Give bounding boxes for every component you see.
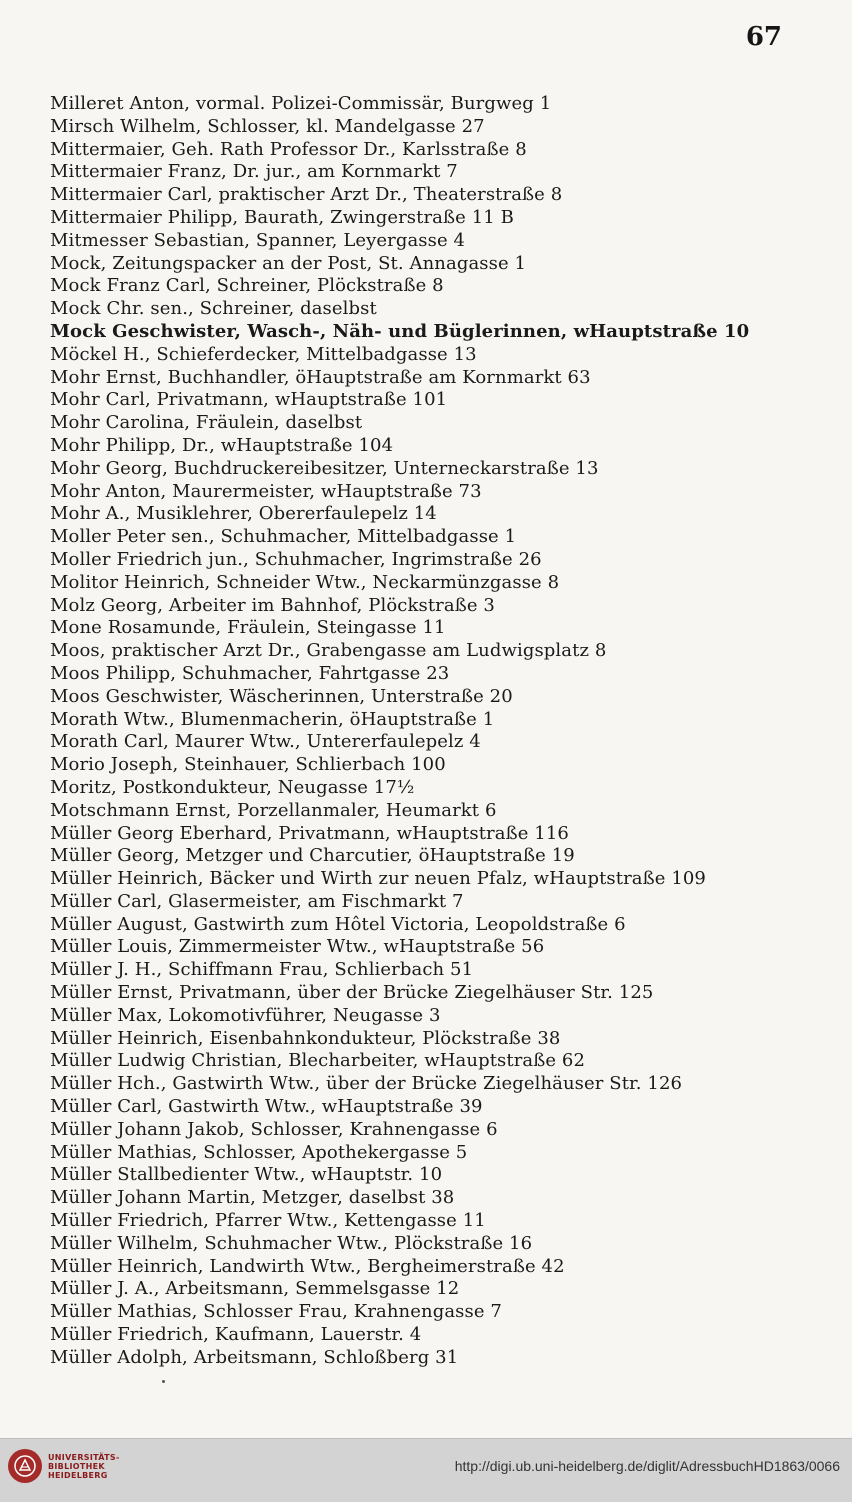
- directory-entry: Mohr A., Musiklehrer, Obererfaulepelz 14: [50, 503, 437, 525]
- directory-entry: Moritz, Postkondukteur, Neugasse 17½: [50, 776, 415, 798]
- directory-entry: Müller Heinrich, Eisenbahnkondukteur, Plöckstraße 38: [50, 1027, 561, 1049]
- permalink-url[interactable]: http://digi.ub.uni-heidelberg.de/diglit/AdressbuchHD1863/0066: [454, 1458, 840, 1474]
- library-logo-text: [48, 1453, 120, 1480]
- directory-entry: Müller Ernst, Privatmann, über der Brücke Ziegelhäuser Str. 125: [50, 982, 654, 1004]
- directory-entry: Mohr Anton, Maurermeister, wHauptstraße 73: [50, 480, 482, 502]
- directory-entry: Müller Stallbedienter Wtw., wHauptstr. 10: [50, 1164, 443, 1186]
- directory-entry: Mohr Ernst, Buchhandler, öHauptstraße am Kornmarkt 63: [50, 366, 591, 388]
- directory-entry: Müller Wilhelm, Schuhmacher Wtw., Plöckstraße 16: [50, 1232, 533, 1254]
- directory-entry: Mittermaier Franz, Dr. jur., am Kornmarkt 7: [50, 161, 458, 183]
- directory-entry: Müller Heinrich, Bäcker und Wirth zur neuen Pfalz, wHauptstraße 109: [50, 868, 706, 890]
- directory-entry: Mohr Philipp, Dr., wHauptstraße 104: [50, 434, 394, 456]
- directory-entry: Molitor Heinrich, Schneider Wtw., Neckarmünzgasse 8: [50, 571, 560, 593]
- directory-entry: Mittermaier Carl, praktischer Arzt Dr., Theaterstraße 8: [50, 184, 563, 206]
- directory-entry: Mock Geschwister, Wasch-, Näh- und Büglerinnen, wHauptstraße 10: [50, 320, 750, 342]
- directory-entry: Müller J. H., Schiffmann Frau, Schlierbach 51: [50, 959, 474, 981]
- directory-entry: Müller Max, Lokomotivführer, Neugasse 3: [50, 1004, 441, 1026]
- directory-entry: Mone Rosamunde, Fräulein, Steingasse 11: [50, 617, 446, 639]
- directory-entry: Mittermaier Philipp, Baurath, Zwingerstraße 11 B: [50, 206, 514, 228]
- directory-entry: Müller August, Gastwirth zum Hôtel Victoria, Leopoldstraße 6: [50, 913, 626, 935]
- directory-entry: Mohr Carolina, Fräulein, daselbst: [50, 412, 363, 434]
- directory-entry: Müller Carl, Glasermeister, am Fischmarkt 7: [50, 890, 464, 912]
- directory-entry: Morath Wtw., Blumenmacherin, öHauptstraße 1: [50, 708, 495, 730]
- directory-entry: Müller Ludwig Christian, Blecharbeiter, wHauptstraße 62: [50, 1050, 586, 1072]
- directory-entry: Müller Friedrich, Kaufmann, Lauerstr. 4: [50, 1324, 422, 1346]
- directory-entry: Moller Peter sen., Schuhmacher, Mittelbadgasse 1: [50, 526, 517, 548]
- directory-entry-list: [50, 93, 830, 1370]
- directory-entry: Müller Georg, Metzger und Charcutier, öHauptstraße 19: [50, 845, 575, 867]
- logo-line-1: UNIVERSITÄTS-: [48, 1452, 120, 1462]
- directory-entry: Müller Johann Martin, Metzger, daselbst 38: [50, 1187, 455, 1209]
- directory-entry: Motschmann Ernst, Porzellanmaler, Heumarkt 6: [50, 799, 497, 821]
- directory-entry: Mohr Carl, Privatmann, wHauptstraße 101: [50, 389, 448, 411]
- directory-entry: Moller Friedrich jun., Schuhmacher, Ingrimstraße 26: [50, 548, 542, 570]
- logo-line-3: HEIDELBERG: [48, 1470, 108, 1480]
- university-seal-icon: [8, 1449, 42, 1483]
- directory-entry: Mohr Georg, Buchdruckereibesitzer, Unterneckarstraße 13: [50, 457, 599, 479]
- viewer-footer: [0, 1438, 852, 1502]
- directory-entry: Müller Mathias, Schlosser, Apothekergasse 5: [50, 1141, 468, 1163]
- directory-entry: Mock Chr. sen., Schreiner, daselbst: [50, 298, 377, 320]
- directory-entry: Müller Hch., Gastwirth Wtw., über der Brücke Ziegelhäuser Str. 126: [50, 1073, 683, 1095]
- directory-entry: Müller Heinrich, Landwirth Wtw., Bergheimerstraße 42: [50, 1255, 565, 1277]
- directory-entry: Müller Mathias, Schlosser Frau, Krahnengasse 7: [50, 1301, 502, 1323]
- directory-entry: Müller Friedrich, Pfarrer Wtw., Kettengasse 11: [50, 1210, 486, 1232]
- directory-entry: Müller Adolph, Arbeitsmann, Schloßberg 31: [50, 1346, 459, 1368]
- directory-entry: Morio Joseph, Steinhauer, Schlierbach 100: [50, 754, 446, 776]
- directory-entry: Mittermaier, Geh. Rath Professor Dr., Karlsstraße 8: [50, 138, 527, 160]
- directory-entry: Moos, praktischer Arzt Dr., Grabengasse am Ludwigsplatz 8: [50, 640, 607, 662]
- directory-entry: Müller Johann Jakob, Schlosser, Krahnengasse 6: [50, 1118, 498, 1140]
- directory-entry: Müller Louis, Zimmermeister Wtw., wHauptstraße 56: [50, 936, 545, 958]
- directory-entry: Müller Georg Eberhard, Privatmann, wHauptstraße 116: [50, 822, 569, 844]
- printing-mark: [162, 1380, 165, 1383]
- directory-entry: Mock Franz Carl, Schreiner, Plöckstraße 8: [50, 275, 444, 297]
- directory-entry: Mock, Zeitungspacker an der Post, St. Annagasse 1: [50, 252, 527, 274]
- directory-entry: Moos Philipp, Schuhmacher, Fahrtgasse 23: [50, 662, 450, 684]
- directory-entry: Müller Carl, Gastwirth Wtw., wHauptstraße 39: [50, 1096, 483, 1118]
- directory-entry: Moos Geschwister, Wäscherinnen, Unterstraße 20: [50, 685, 513, 707]
- directory-entry: Morath Carl, Maurer Wtw., Untererfaulepelz 4: [50, 731, 481, 753]
- page-number: 67: [745, 22, 782, 52]
- logo-line-2: BIBLIOTHEK: [48, 1461, 105, 1471]
- directory-entry: Möckel H., Schieferdecker, Mittelbadgasse 13: [50, 343, 477, 365]
- directory-entry: Molz Georg, Arbeiter im Bahnhof, Plöckstraße 3: [50, 594, 495, 616]
- directory-entry: Milleret Anton, vormal. Polizei-Commissär, Burgweg 1: [50, 93, 552, 114]
- directory-entry: Mirsch Wilhelm, Schlosser, kl. Mandelgasse 27: [50, 115, 485, 137]
- library-logo[interactable]: [8, 1449, 120, 1483]
- directory-entry: Mitmesser Sebastian, Spanner, Leyergasse 4: [50, 229, 466, 251]
- directory-entry: Müller J. A., Arbeitsmann, Semmelsgasse 12: [50, 1278, 460, 1300]
